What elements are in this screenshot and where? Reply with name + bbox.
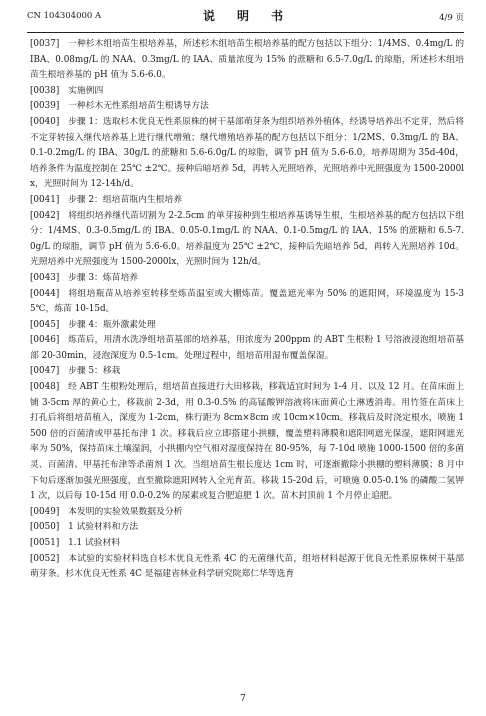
paragraph (30, 193, 464, 209)
paragraph-text: 本试验的实验材料选自杉木优良无性系 4C 的无菌继代苗，组培材料起源于优良无性系原株树干基部萌芽条。杉木优良无性系 4C 是福建省林业科学研究院郑仁华等选育 (30, 553, 464, 580)
paragraph-text: 实施例四 (68, 85, 104, 96)
paragraph (30, 115, 464, 193)
paragraph-text: 经 ABT 生根粉处理后，组培苗直接进行大田移栽，移栽适宜时间为 1-4 月、以及 12 月。在苗床面上铺 3-5cm 厚的黄心土，移栽前 2-3d，用 0.3-0.5% 的高锰酸钾溶液将床面黄心土淋透消毒。用竹签在苗床上打孔后将组培苗植入，深度为 1-2cm，株行距为 8cm×8cm 或 10cm×10cm。移栽后及时浇定根水，喷施 1500 倍的百菌清或甲基托布津 1 次。移栽后应立即搭建小拱棚，覆盖塑料薄膜和遮阳网遮光保湿，遮阳网遮光率为 50%，保持苗床土壤湿润，小拱棚内空气相对湿度保持在 80-95%，每 7-10d 喷施 1000-1500 倍的多菌灵、百菌清、甲基托布津等杀菌剂 1 次。当组培苗生根长度达 1cm 时，可逐渐撤除小拱棚的塑料薄膜；8 月中下旬后逐渐加强光照强度，直至撤除遮阳网转入全光育苗。移栽 15-20d 后，可喷施 0.05-0.1% 的磷酸二氢钾 1 次，以后每 10-15d 用 0.0-0.2% 的尿素或复合肥追肥 1 次。苗木封顶前 1 个月停止追肥。 (30, 382, 464, 502)
paragraph-number: [0039] (30, 101, 60, 112)
paragraph (30, 84, 464, 100)
paragraph (30, 333, 464, 364)
paragraph-number: [0042] (30, 210, 60, 221)
paragraph-number: [0045] (30, 319, 60, 330)
document-title: 说 明 书 (202, 9, 288, 23)
paragraph-text: 步骤 1：选取杉木优良无性系原株的树干基部萌芽条为组织培养外植体，经诱导培养出不定芽，然后将不定芽转接入继代培养基上进行继代增殖；继代增殖培养基的配方包括以下组分：1/2MS、0.3mg/L 的 BA、0.1-0.2mg/L 的 IBA、30g/L 的蔗糖和 5.6-6.0g/L 的琼脂，调节 pH 值为 5.6-6.0，培养周期为 35d-40d，培养条件为温度控制在 25℃ ±2℃。接种后暗培养 5d，再转入光照培养，光照培养中光照强度为 1500-2000lx，光照时间为 12-14h/d。 (30, 116, 464, 190)
paragraph-text: 步骤 3：炼苗培养 (68, 272, 139, 283)
paragraph (30, 380, 464, 505)
paragraph-text: 本发明的实验效果数据及分析 (68, 506, 183, 517)
paragraph-number: [0048] (30, 382, 60, 393)
paragraph-number: [0038] (30, 85, 60, 96)
paragraph (30, 364, 464, 380)
paragraph-number: [0047] (30, 366, 60, 377)
document-id: CN 104304000 A (27, 11, 102, 21)
paragraph-text: 将组织培养继代苗切割为 2-2.5cm 的单芽接种到生根培养基诱导生根，生根培养基的配方包括以下组分：1/4MS、0.3-0.5mg/L 的 IBA、0.05-0.1mg/L 的 NAA、0.1-0.5mg/L 的 IAA、15% 的蔗糖和 6.5-7.0g/L 的琼脂，调节 pH 值为 5.6-6.0。培养温度为 25℃ ±2℃，接种后先暗培养 5d，再转入光照培养 10d。光照培养中光照强度为 1500-2000lx，光照时间为 12h/d。 (30, 210, 464, 268)
paragraph-text: 将组培瓶苗从培养室转移至炼苗温室或大棚炼苗。覆盖遮光率为 50% 的遮阳网，环境温度为 15-35℃，炼苗 10-15d。 (30, 288, 464, 315)
paragraph (30, 209, 464, 271)
page-indicator: 4/9 页 (439, 13, 464, 23)
paragraph-number: [0041] (30, 194, 60, 205)
paragraph-number: [0037] (30, 39, 60, 49)
paragraph-number: [0043] (30, 272, 60, 283)
paragraph-number: [0052] (30, 553, 60, 564)
paragraph-text: 步骤 2：组培苗瓶内生根培养 (68, 194, 183, 205)
paragraph (30, 552, 464, 583)
page-number: 7 (240, 694, 246, 704)
paragraph-text: 步骤 5：移栽 (68, 366, 121, 377)
paragraph-text: 一种杉木无性系组培苗生根诱导方法 (68, 101, 209, 112)
paragraph-text: 一种杉木组培苗生根培养基，所述杉木组培苗生根培养基的配方包括以下组分：1/4MS、0.4mg/L 的 IBA、0.08mg/L 的 NAA、0.3mg/L 的 IAA、质量浓度为 15% 的蔗糖和 6.5-7.0g/L 的琼脂，所述杉木组培苗生根培养基的 pH 值为 5.6-6.0。 (30, 39, 464, 81)
paragraph-number: [0051] (30, 538, 60, 548)
paragraph (30, 505, 464, 521)
header-rule (27, 32, 464, 33)
paragraph (30, 318, 464, 334)
paragraph (30, 271, 464, 287)
document-body (30, 37, 464, 677)
paragraph-text: 1.1 试验材料 (68, 538, 121, 548)
paragraph-number: [0040] (30, 116, 60, 127)
paragraph-number: [0044] (30, 288, 60, 299)
paragraph (30, 536, 464, 552)
page-header (27, 7, 464, 27)
paragraph-text: 步骤 4：瓶外激素处理 (68, 319, 156, 330)
paragraph-number: [0049] (30, 506, 60, 517)
paragraph (30, 520, 464, 536)
paragraph-number: [0046] (30, 335, 60, 346)
paragraph (30, 37, 464, 84)
paragraph-number: [0050] (30, 522, 60, 533)
paragraph-text: 1 试验材料和方法 (68, 522, 139, 533)
paragraph (30, 287, 464, 318)
paragraph-text: 炼苗后，用清水洗净组培苗基部的培养基，用浓度为 200ppm 的 ABT 生根粉 1 号溶液浸泡组培苗基部 20-30min，浸泡深度为 0.5-1cm。处理过程中，组培苗用湿布覆盖保湿。 (30, 335, 464, 361)
paragraph (30, 99, 464, 115)
